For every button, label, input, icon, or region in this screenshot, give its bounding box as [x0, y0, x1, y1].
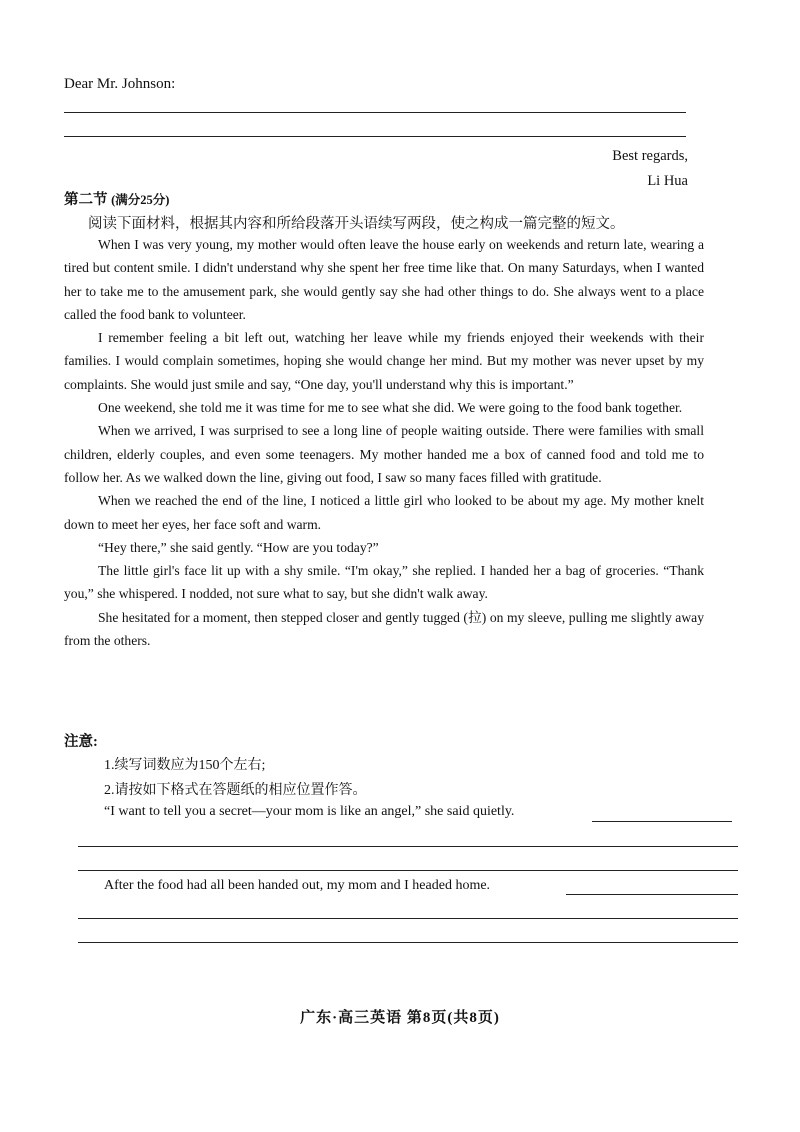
passage-paragraph: She hesitated for a moment, then stepped closer and gently tugged (拉) on my sleeve, pulling me slightly away from the others. — [64, 609, 704, 649]
answer-line — [78, 846, 738, 847]
letter-closing: Best regards, — [612, 148, 688, 164]
page-footer: 广东·高三英语 第8页(共8页) — [300, 1010, 500, 1026]
passage-paragraph: When I was very young, my mother would often leave the house early on weekends and return late, wearing a tired but content smile. I didn't understand why she spent her free time like that. On many Saturdays, when I wanted her to take me to the amusement park, she would gently say she had other things to do. She always went to a place called the food bank to volunteer. — [64, 237, 704, 322]
letter-salutation: Dear Mr. Johnson: — [64, 76, 176, 92]
answer-line — [64, 136, 686, 137]
note-item: 1.续写词数应为150个左右; — [104, 758, 266, 773]
answer-line — [592, 821, 732, 822]
section-instruction: 阅读下面材料，根据其内容和所给段落开头语续写两段，使之构成一篇完整的短文。 — [88, 216, 625, 232]
continuation-prompt-1: “I want to tell you a secret—your mom is like an angel,” she said quietly. — [104, 804, 515, 819]
passage-paragraph: I remember feeling a bit left out, watching her leave while my friends enjoyed their weekends with their families. I would complain sometimes, hoping she would change her mind. But my mother was never upset by my complaints. She would just smile and say, “One day, you'll understand why this is important.” — [64, 330, 704, 392]
passage-paragraph: The little girl's face lit up with a shy smile. “I'm okay,” she replied. I handed her a bag of groceries. “Thank you,” she whispered. I nodded, not sure what to say, but she didn't walk away. — [64, 563, 704, 602]
note-item: 2.请按如下格式在答题纸的相应位置作答。 — [104, 783, 367, 798]
letter-signature: Li Hua — [647, 173, 688, 189]
answer-line — [566, 894, 738, 895]
section-score: (满分25分) — [111, 193, 170, 207]
reading-passage — [64, 233, 704, 652]
answer-line — [78, 918, 738, 919]
letter-closing-block — [612, 144, 688, 194]
passage-paragraph: “Hey there,” she said gently. “How are you today?” — [98, 539, 379, 555]
continuation-prompt-2: After the food had all been handed out, my mom and I headed home. — [104, 878, 491, 893]
passage-paragraph: One weekend, she told me it was time for me to see what she did. We were going to the food bank together. — [98, 400, 683, 416]
section-title: 第二节 — [64, 192, 108, 208]
notes-title: 注意: — [64, 734, 98, 750]
passage-paragraph: When we reached the end of the line, I noticed a little girl who looked to be about my age. My mother knelt down to meet her eyes, her face soft and warm. — [64, 493, 704, 532]
answer-line — [64, 112, 686, 113]
answer-line — [78, 870, 738, 871]
answer-line — [78, 942, 738, 943]
passage-paragraph: When we arrived, I was surprised to see a long line of people waiting outside. There were families with small children, elderly couples, and even some teenagers. My mother handed me a box of canned food and told me to follow her. As we walked down the line, giving out food, I saw so many faces filled with gratitude. — [64, 423, 704, 485]
section-heading — [64, 188, 169, 209]
